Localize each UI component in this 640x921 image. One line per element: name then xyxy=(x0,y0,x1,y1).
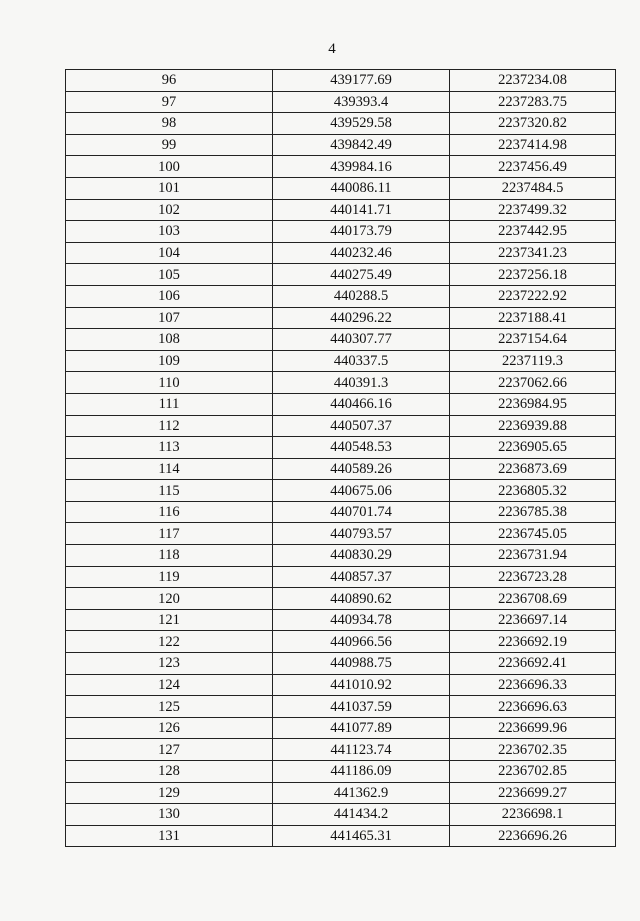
x-coordinate-cell: 440589.26 xyxy=(273,458,450,480)
x-coordinate-cell: 441362.9 xyxy=(273,782,450,804)
x-coordinate-cell: 441010.92 xyxy=(273,674,450,696)
point-number-cell: 122 xyxy=(66,631,273,653)
x-coordinate-cell: 440675.06 xyxy=(273,480,450,502)
table-row xyxy=(66,545,616,567)
table-row xyxy=(66,221,616,243)
point-number-cell: 115 xyxy=(66,480,273,502)
x-coordinate-cell: 441465.31 xyxy=(273,825,450,847)
table-row xyxy=(66,437,616,459)
x-coordinate-cell: 440988.75 xyxy=(273,653,450,675)
y-coordinate-cell: 2236698.1 xyxy=(450,804,616,826)
y-coordinate-cell: 2237062.66 xyxy=(450,372,616,394)
x-coordinate-cell: 440275.49 xyxy=(273,264,450,286)
x-coordinate-cell: 440934.78 xyxy=(273,609,450,631)
x-coordinate-cell: 441037.59 xyxy=(273,696,450,718)
point-number-cell: 97 xyxy=(66,91,273,113)
y-coordinate-cell: 2237234.08 xyxy=(450,70,616,92)
y-coordinate-cell: 2236699.96 xyxy=(450,717,616,739)
point-number-cell: 110 xyxy=(66,372,273,394)
x-coordinate-cell: 440296.22 xyxy=(273,307,450,329)
y-coordinate-cell: 2236692.41 xyxy=(450,653,616,675)
y-coordinate-cell: 2236805.32 xyxy=(450,480,616,502)
coordinate-table xyxy=(65,69,616,847)
x-coordinate-cell: 440857.37 xyxy=(273,566,450,588)
y-coordinate-cell: 2236708.69 xyxy=(450,588,616,610)
y-coordinate-cell: 2236939.88 xyxy=(450,415,616,437)
x-coordinate-cell: 440141.71 xyxy=(273,199,450,221)
point-number-cell: 96 xyxy=(66,70,273,92)
table-row xyxy=(66,415,616,437)
point-number-cell: 113 xyxy=(66,437,273,459)
point-number-cell: 119 xyxy=(66,566,273,588)
x-coordinate-cell: 440288.5 xyxy=(273,285,450,307)
point-number-cell: 125 xyxy=(66,696,273,718)
point-number-cell: 131 xyxy=(66,825,273,847)
table-row xyxy=(66,566,616,588)
x-coordinate-cell: 441186.09 xyxy=(273,761,450,783)
y-coordinate-cell: 2237456.49 xyxy=(450,156,616,178)
table-row xyxy=(66,113,616,135)
y-coordinate-cell: 2236785.38 xyxy=(450,501,616,523)
y-coordinate-cell: 2237320.82 xyxy=(450,113,616,135)
y-coordinate-cell: 2237484.5 xyxy=(450,177,616,199)
y-coordinate-cell: 2236731.94 xyxy=(450,545,616,567)
x-coordinate-cell: 440548.53 xyxy=(273,437,450,459)
point-number-cell: 102 xyxy=(66,199,273,221)
table-row xyxy=(66,609,616,631)
x-coordinate-cell: 440793.57 xyxy=(273,523,450,545)
y-coordinate-cell: 2237283.75 xyxy=(450,91,616,113)
point-number-cell: 129 xyxy=(66,782,273,804)
y-coordinate-cell: 2237222.92 xyxy=(450,285,616,307)
table-row xyxy=(66,480,616,502)
x-coordinate-cell: 441077.89 xyxy=(273,717,450,739)
y-coordinate-cell: 2236696.33 xyxy=(450,674,616,696)
x-coordinate-cell: 440507.37 xyxy=(273,415,450,437)
y-coordinate-cell: 2236699.27 xyxy=(450,782,616,804)
y-coordinate-cell: 2237414.98 xyxy=(450,134,616,156)
table-row xyxy=(66,285,616,307)
table-row xyxy=(66,199,616,221)
x-coordinate-cell: 440086.11 xyxy=(273,177,450,199)
table-row xyxy=(66,717,616,739)
table-row xyxy=(66,242,616,264)
point-number-cell: 126 xyxy=(66,717,273,739)
x-coordinate-cell: 440701.74 xyxy=(273,501,450,523)
y-coordinate-cell: 2237499.32 xyxy=(450,199,616,221)
point-number-cell: 108 xyxy=(66,329,273,351)
x-coordinate-cell: 441123.74 xyxy=(273,739,450,761)
table-row xyxy=(66,264,616,286)
y-coordinate-cell: 2236702.35 xyxy=(450,739,616,761)
table-row xyxy=(66,70,616,92)
x-coordinate-cell: 440890.62 xyxy=(273,588,450,610)
table-row xyxy=(66,631,616,653)
point-number-cell: 124 xyxy=(66,674,273,696)
y-coordinate-cell: 2237154.64 xyxy=(450,329,616,351)
x-coordinate-cell: 440232.46 xyxy=(273,242,450,264)
point-number-cell: 111 xyxy=(66,393,273,415)
x-coordinate-cell: 440173.79 xyxy=(273,221,450,243)
point-number-cell: 105 xyxy=(66,264,273,286)
table-row xyxy=(66,91,616,113)
x-coordinate-cell: 440337.5 xyxy=(273,350,450,372)
y-coordinate-cell: 2236697.14 xyxy=(450,609,616,631)
y-coordinate-cell: 2236984.95 xyxy=(450,393,616,415)
point-number-cell: 116 xyxy=(66,501,273,523)
point-number-cell: 112 xyxy=(66,415,273,437)
table-row xyxy=(66,156,616,178)
y-coordinate-cell: 2237256.18 xyxy=(450,264,616,286)
coordinate-table-body xyxy=(66,70,616,847)
table-row xyxy=(66,329,616,351)
x-coordinate-cell: 440830.29 xyxy=(273,545,450,567)
x-coordinate-cell: 440391.3 xyxy=(273,372,450,394)
point-number-cell: 109 xyxy=(66,350,273,372)
table-row xyxy=(66,134,616,156)
x-coordinate-cell: 439529.58 xyxy=(273,113,450,135)
table-row xyxy=(66,458,616,480)
y-coordinate-cell: 2236696.63 xyxy=(450,696,616,718)
x-coordinate-cell: 439984.16 xyxy=(273,156,450,178)
point-number-cell: 99 xyxy=(66,134,273,156)
y-coordinate-cell: 2236873.69 xyxy=(450,458,616,480)
point-number-cell: 127 xyxy=(66,739,273,761)
y-coordinate-cell: 2236905.65 xyxy=(450,437,616,459)
point-number-cell: 114 xyxy=(66,458,273,480)
x-coordinate-cell: 440966.56 xyxy=(273,631,450,653)
y-coordinate-cell: 2236723.28 xyxy=(450,566,616,588)
x-coordinate-cell: 439842.49 xyxy=(273,134,450,156)
point-number-cell: 120 xyxy=(66,588,273,610)
y-coordinate-cell: 2237341.23 xyxy=(450,242,616,264)
point-number-cell: 130 xyxy=(66,804,273,826)
point-number-cell: 118 xyxy=(66,545,273,567)
y-coordinate-cell: 2236702.85 xyxy=(450,761,616,783)
point-number-cell: 104 xyxy=(66,242,273,264)
x-coordinate-cell: 440466.16 xyxy=(273,393,450,415)
x-coordinate-cell: 439393.4 xyxy=(273,91,450,113)
point-number-cell: 128 xyxy=(66,761,273,783)
table-row xyxy=(66,739,616,761)
point-number-cell: 121 xyxy=(66,609,273,631)
point-number-cell: 98 xyxy=(66,113,273,135)
point-number-cell: 117 xyxy=(66,523,273,545)
table-row xyxy=(66,350,616,372)
point-number-cell: 100 xyxy=(66,156,273,178)
table-row xyxy=(66,653,616,675)
table-row xyxy=(66,393,616,415)
table-row xyxy=(66,588,616,610)
y-coordinate-cell: 2237119.3 xyxy=(450,350,616,372)
x-coordinate-cell: 439177.69 xyxy=(273,70,450,92)
x-coordinate-cell: 440307.77 xyxy=(273,329,450,351)
point-number-cell: 101 xyxy=(66,177,273,199)
x-coordinate-cell: 441434.2 xyxy=(273,804,450,826)
table-row xyxy=(66,825,616,847)
y-coordinate-cell: 2237188.41 xyxy=(450,307,616,329)
table-row xyxy=(66,501,616,523)
point-number-cell: 123 xyxy=(66,653,273,675)
table-row xyxy=(66,177,616,199)
table-row xyxy=(66,674,616,696)
y-coordinate-cell: 2236692.19 xyxy=(450,631,616,653)
table-row xyxy=(66,372,616,394)
page-number: 4 xyxy=(328,41,336,57)
point-number-cell: 106 xyxy=(66,285,273,307)
point-number-cell: 103 xyxy=(66,221,273,243)
point-number-cell: 107 xyxy=(66,307,273,329)
table-row xyxy=(66,696,616,718)
y-coordinate-cell: 2236745.05 xyxy=(450,523,616,545)
table-row xyxy=(66,804,616,826)
table-row xyxy=(66,782,616,804)
table-row xyxy=(66,761,616,783)
table-row xyxy=(66,307,616,329)
y-coordinate-cell: 2237442.95 xyxy=(450,221,616,243)
table-row xyxy=(66,523,616,545)
y-coordinate-cell: 2236696.26 xyxy=(450,825,616,847)
